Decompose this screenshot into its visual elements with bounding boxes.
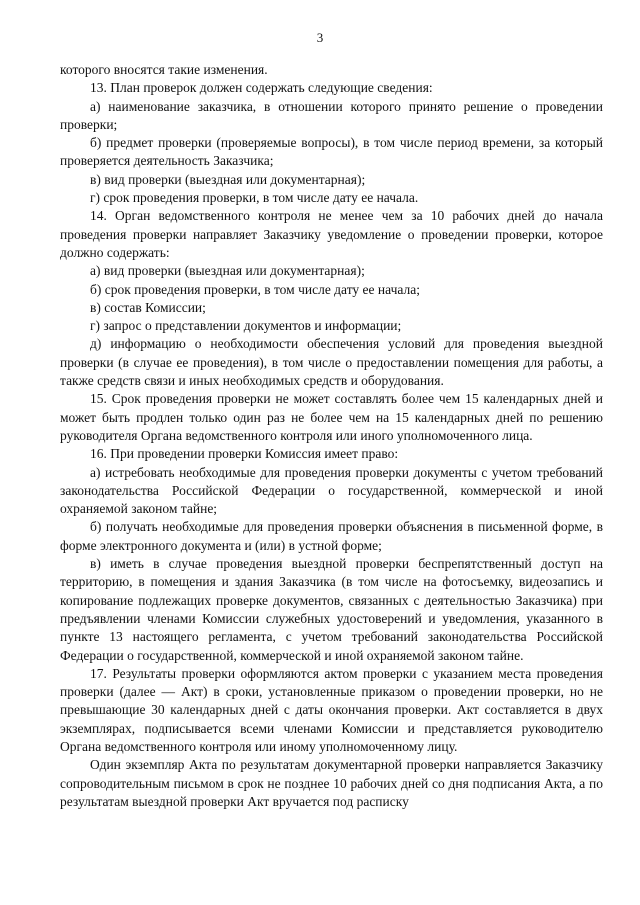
document-body [60,61,603,811]
list-item: в) состав Комиссии; [90,299,206,315]
paragraph: 17. Результаты проверки оформляются актом проверки с указанием места проведения проверки (далее — Акт) в сроки, установленные приказом о проведении проверки, но не превышающие 30 календарных дней с даты окончания проверки. Акт составляется в двух экземплярах, подписывается всеми членами Комиссии и представляется руководителю Органа ведомственного контроля или иному уполномоченному лицу. [60,665,603,754]
list-item: г) запрос о представлении документов и информации; [90,318,402,334]
list-item: в) вид проверки (выездная или документарная); [90,171,366,187]
paragraph: 15. Срок проведения проверки не может составлять более чем 15 календарных дней и может быть продлен только один раз не более чем на 15 календарных дней по решению руководителя Органа ведомственного контроля или иного уполномоченного лица. [60,391,603,443]
list-item: в) иметь в случае проведения выездной проверки беспрепятственный доступ на территорию, в помещения и здания Заказчика (в том числе на фотосъемку, видеозапись и копирование подлежащих проверке документов, связанных с деятельностью Заказчика) при предъявлении членами Комиссии служебных удостоверений и уведомления, указанного в пункте 13 настоящего регламента, с учетом требований законодательства Российской Федерации о государственной, коммерческой и иной охраняемой законом тайне. [60,556,603,663]
list-item: а) истребовать необходимые для проведения проверки документы с учетом требований законодательства Российской Федерации о государственной, коммерческой и иной охраняемой законом тайне; [60,464,603,517]
page-number: 3 [316,30,324,45]
list-item: б) предмет проверки (проверяемые вопросы), в том числе период времени, за который проверяется деятельность Заказчика; [60,135,603,169]
paragraph: которого вносятся такие изменения. [60,62,268,77]
list-item: б) срок проведения проверки, в том числе дату ее начала; [90,281,420,297]
paragraph: 13. План проверок должен содержать следующие сведения: [90,80,433,96]
list-item: б) получать необходимые для проведения проверки объяснения в письменной форме, в форме электронного документа и (или) в устной форме; [60,519,603,553]
list-item: д) информацию о необходимости обеспечения условий для проведения выездной проверки (в случае ее проведения), в том числе о предоставлении помещения для работы, а также средств связи и иных необходимых средств и оборудования. [60,336,603,389]
list-item: г) срок проведения проверки, в том числе дату ее начала. [90,190,419,206]
list-item: а) вид проверки (выездная или документарная); [90,263,365,279]
paragraph: 14. Орган ведомственного контроля не менее чем за 10 рабочих дней до начала проведения проверки направляет Заказчику уведомление о проведении проверки, которое должно содержать: [60,208,603,260]
list-item: а) наименование заказчика, в отношении которого принято решение о проведении проверки; [60,98,603,132]
paragraph: 16. При проведении проверки Комиссия имеет право: [90,446,399,462]
paragraph: Один экземпляр Акта по результатам документарной проверки направляется Заказчику сопроводительным письмом в срок не позднее 10 рабочих дней со дня подписания Акта, а по результатам выездной проверки Акт вручается под расписку [60,757,603,809]
